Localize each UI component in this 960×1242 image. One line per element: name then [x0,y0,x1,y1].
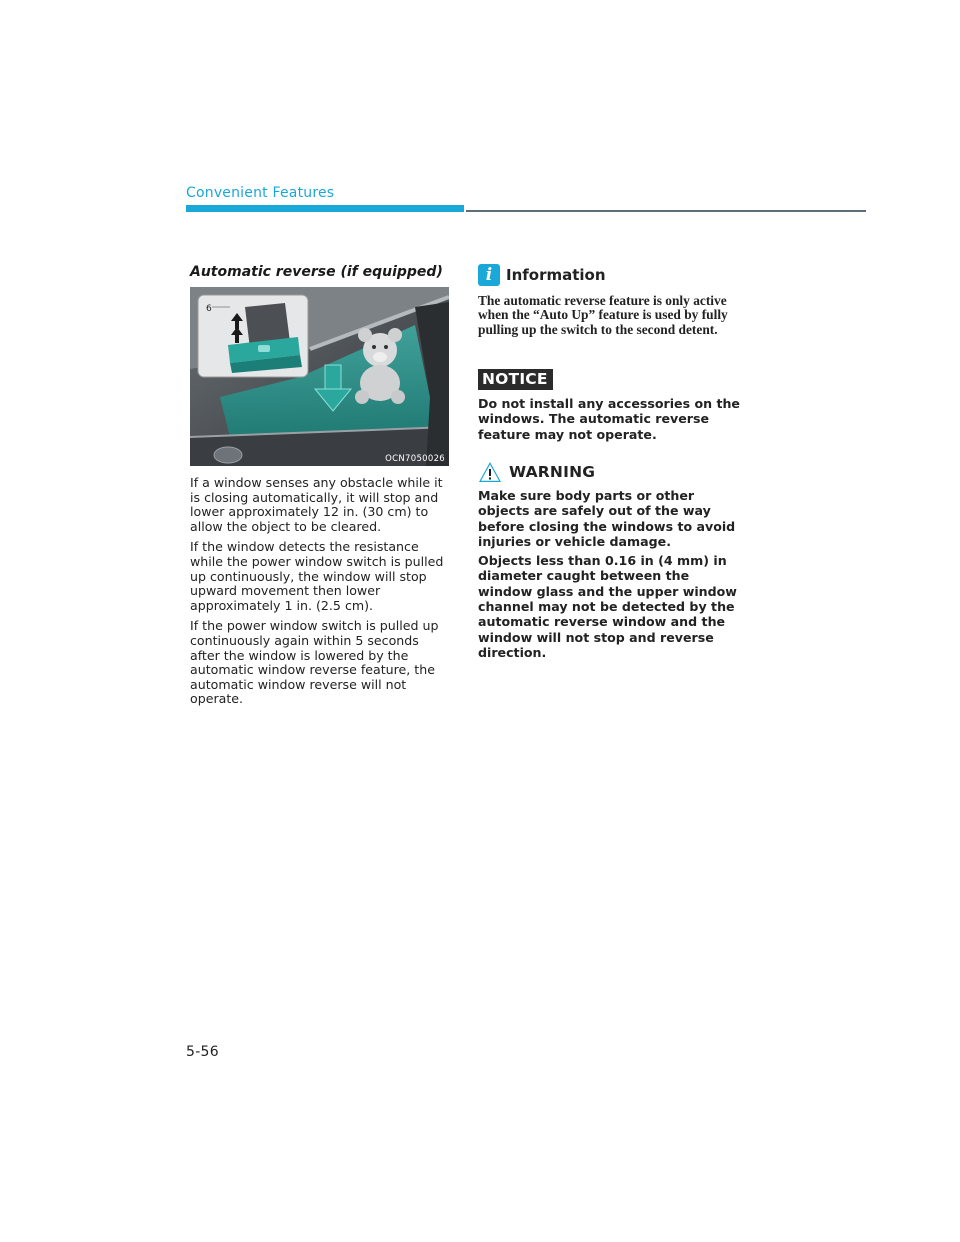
info-icon: i [478,264,500,286]
header-rule-accent [186,205,464,212]
information-text: The automatic reverse feature is only active when the “Auto Up” feature is used by fully pulling up the switch to the second detent. [478,293,728,337]
warning-paragraph: Make sure body parts or other objects are safely out of the way before closing the windows to avoid injuries or vehicle damage. [478,488,736,549]
window-reverse-illustration [190,287,449,466]
paragraph: If the window detects the resistance while the power window switch is pulled up continuously, the window will stop upward movement then lower approximately 1 in. (2.5 cm). [190,539,444,613]
warning-triangle-icon [478,461,502,483]
page-number: 5-56 [186,1044,219,1060]
subheading: Automatic reverse (if equipped) [190,264,443,280]
figure-code: OCN7050026 [385,454,445,464]
warning-title: WARNING [509,463,596,481]
notice-badge: NOTICE [478,369,553,390]
information-title: Information [506,266,606,284]
warning-header [478,461,595,483]
section-title: Convenient Features [186,185,335,201]
warning-paragraph: Objects less than 0.16 in (4 mm) in diameter caught between the window glass and the upper window channel may not be detected by the automatic reverse window and the window will not stop and reverse direction. [478,553,737,660]
car-door-drawing [190,287,449,466]
header-rule [466,210,866,212]
switch-inset [198,295,308,377]
warning-text [478,488,740,664]
paragraph: If a window senses any obstacle while it is closing automatically, it will stop and lower approximately 12 in. (30 cm) to allow the object to be cleared. [190,475,443,534]
body-text [190,476,452,713]
paragraph: If the power window switch is pulled up continuously again within 5 seconds after the window is lowered by the automatic window reverse feature, the automatic window reverse will not operate. [190,618,439,707]
notice-text: Do not install any accessories on the windows. The automatic reverse feature may not operate. [478,396,740,442]
information-header [478,264,606,286]
callout-label: 6 [206,304,212,314]
